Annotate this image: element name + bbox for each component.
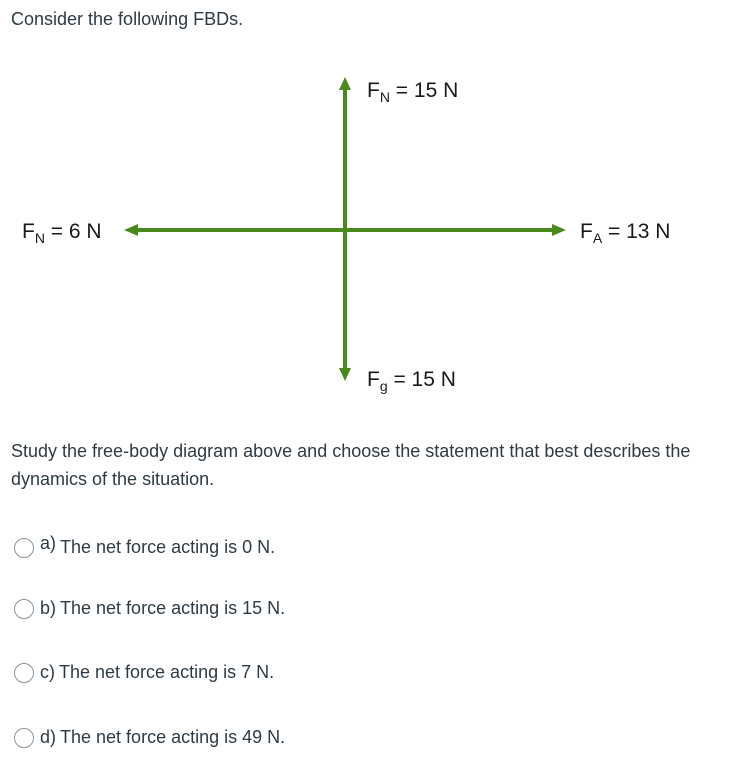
force-label-down: $F_g = 15$ N [367,368,456,394]
question-text: Study the free-body diagram above and choose the statement that best describes the dynamics of the situation. [11,441,691,489]
force-label-left: $F_N = 6$ N [22,220,102,246]
radio-circle-icon[interactable] [14,599,34,619]
option-letter: d) [40,727,57,747]
force-arrowhead-left [124,224,138,236]
force-arrowhead-up [339,77,351,90]
option-c[interactable] [14,662,274,683]
radio-circle-icon[interactable] [14,728,34,748]
option-text: The net force acting is 7 N. [59,662,275,682]
option-b[interactable] [14,598,285,619]
force-label-up: $F_N = 15$ N [367,79,459,105]
force-label-right: $F_A = 13$ N [580,220,671,246]
option-text: The net force acting is 0 N. [60,537,276,557]
option-text: The net force acting is 49 N. [60,727,286,747]
force-arrowhead-down [339,368,351,381]
option-letter: a) [40,533,57,553]
force-arrowhead-right [552,224,566,236]
radio-circle-icon[interactable] [14,538,34,558]
option-a[interactable] [14,533,276,558]
option-text: The net force acting is 15 N. [60,598,286,618]
intro-text: Consider the following FBDs. [11,9,244,29]
option-letter: b) [40,598,57,618]
option-letter: c) [40,662,55,682]
radio-circle-icon[interactable] [14,663,34,683]
option-d[interactable] [14,727,285,748]
